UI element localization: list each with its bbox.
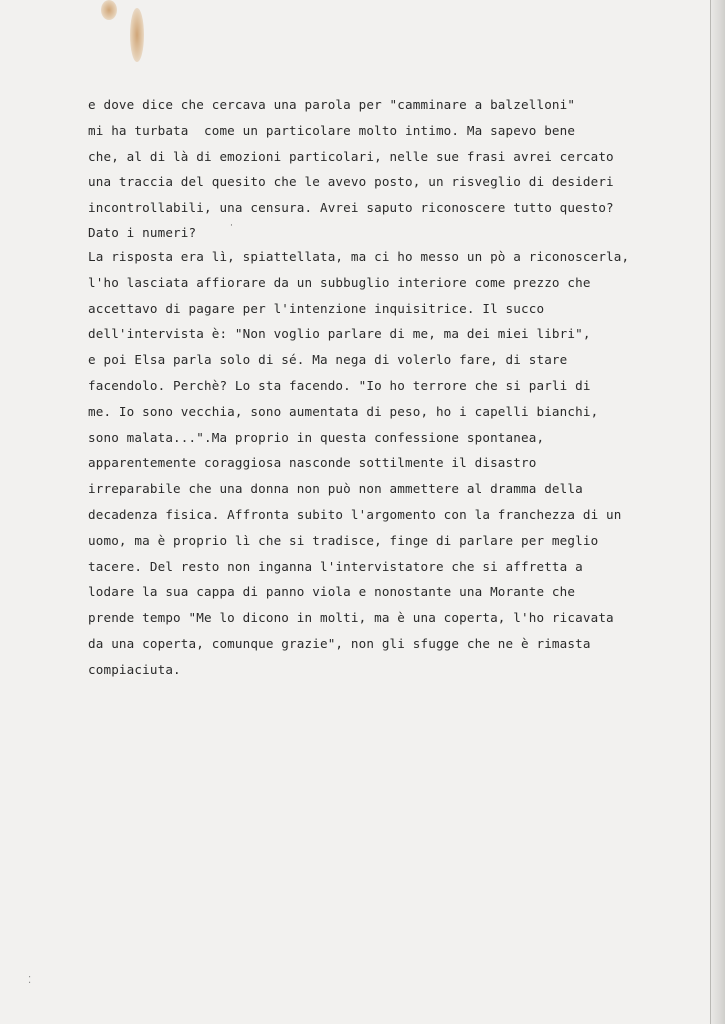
text-line: che, al di là di emozioni particolari, nelle sue frasi avrei cercato (88, 148, 614, 164)
text-line: irreparabile che una donna non può non ammettere al dramma della (88, 481, 583, 497)
text-line: decadenza fisica. Affronta subito l'argomento con la franchezza di un (88, 506, 622, 522)
text-line: Dato i numeri? (88, 224, 197, 240)
margin-speck-mark: ⁚ (28, 975, 32, 986)
text-line: una traccia del quesito che le avevo posto, un risveglio di desideri (88, 174, 614, 190)
text-line: sono malata...".Ma proprio in questa confessione spontanea, (88, 429, 545, 445)
text-line: me. Io sono vecchia, sono aumentata di peso, ho i capelli bianchi, (88, 403, 599, 419)
text-line: da una coperta, comunque grazie", non gli sfugge che ne è rimasta (88, 635, 591, 651)
text-line: mi ha turbata come un particolare molto intimo. Ma sapevo bene (88, 122, 576, 138)
text-line: La risposta era lì, spiattellata, ma ci ho messo un pò a riconoscerla, (88, 248, 630, 264)
typed-text-block (88, 92, 708, 683)
text-line: e dove dice che cercava una parola per "camminare a balzelloni" (88, 97, 576, 112)
text-line: accettavo di pagare per l'intenzione inquisitrice. Il succo (88, 300, 545, 316)
text-line: l'ho lasciata affiorare da un subbuglio interiore come prezzo che (88, 274, 591, 290)
text-line: lodare la sua cappa di panno viola e nonostante una Morante che (88, 584, 576, 600)
pencil-dot-mark: · (230, 221, 233, 231)
text-line: incontrollabili, una censura. Avrei saputo riconoscere tutto questo? (88, 200, 614, 216)
rust-stain (130, 8, 144, 62)
text-line: uomo, ma è proprio lì che si tradisce, finge di parlare per meglio (88, 532, 599, 548)
text-line: prende tempo "Me lo dicono in molti, ma è una coperta, l'ho ricavata (88, 610, 614, 626)
text-line: facendolo. Perchè? Lo sta facendo. "Io ho terrore che si parli di (88, 377, 591, 393)
rust-stain (101, 0, 117, 20)
text-line: apparentemente coraggiosa nasconde sottilmente il disastro (88, 455, 537, 471)
text-line: tacere. Del resto non inganna l'intervistatore che si affretta a (88, 558, 583, 574)
text-line: compiaciuta. (88, 661, 181, 677)
text-line: dell'intervista è: "Non voglio parlare di me, ma dei miei libri", (88, 326, 591, 342)
page-edge (710, 0, 725, 1024)
text-line: e poi Elsa parla solo di sé. Ma nega di volerlo fare, di stare (88, 352, 568, 368)
